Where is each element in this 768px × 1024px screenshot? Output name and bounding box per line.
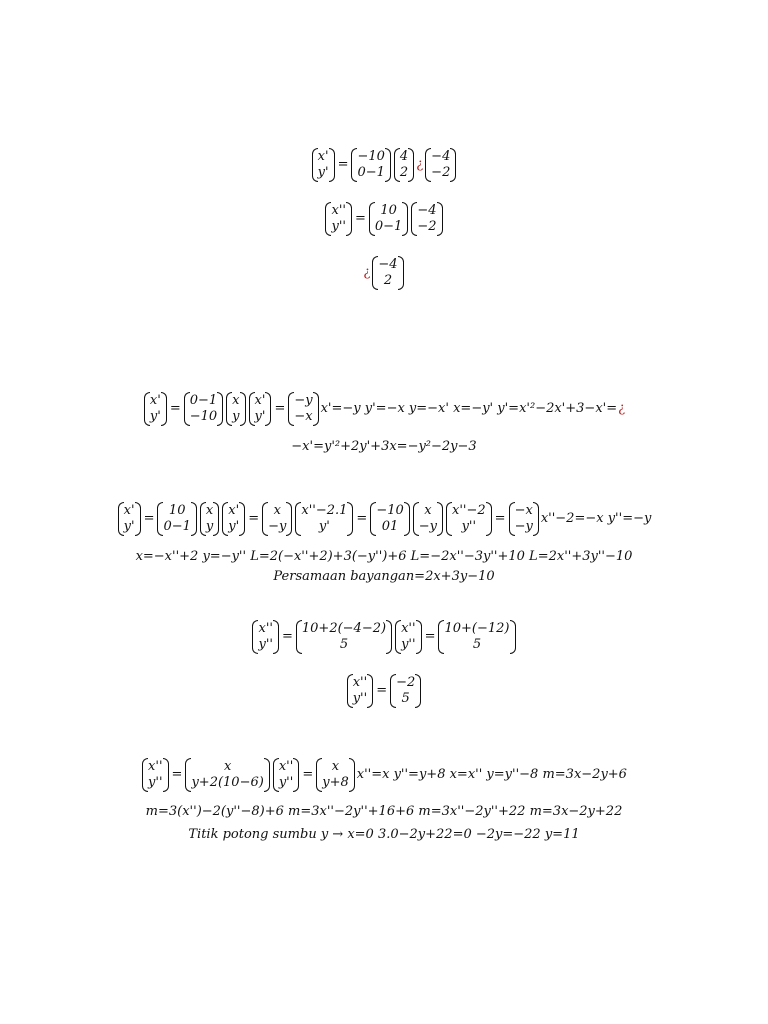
eq-block4-line2: x'' y'' = −2 5 bbox=[0, 674, 768, 708]
invalid-glyph: ¿ bbox=[416, 157, 424, 172]
matrix-result: −4 −2 bbox=[425, 148, 456, 182]
matrix-result: −4 2 bbox=[372, 256, 403, 290]
eq-block2-line1: x' y' = 0−1 −10 x y x' y' = −y −x x'=−y y'=−x y=−x' x=−y' y'=x'²−2x'+3−x'= ¿ bbox=[0, 392, 768, 426]
matrix-lhs: x' y' bbox=[312, 148, 335, 182]
matrix-lhs: x'' y'' bbox=[325, 202, 352, 236]
eq-rotation-point: x' y' = −10 0−1 4 2 ¿ −4 −2 bbox=[0, 148, 768, 182]
eq-block5-line2: m=3(x'')−2(y''−8)+6 m=3x''−2y''+16+6 m=3x''−2y''+22 m=3x−2y+22 bbox=[145, 804, 623, 819]
matrix-rotation: −10 0−1 bbox=[351, 148, 390, 182]
matrix-vector: −4 −2 bbox=[411, 202, 442, 236]
eq-block4-line1: x'' y'' = 10+2(−4−2) 5 x'' y'' = 10+(−12) 5 bbox=[0, 620, 768, 654]
invalid-glyph: ¿ bbox=[363, 265, 371, 280]
eq-block3-line2: x=−x''+2 y=−y'' L=2(−x''+2)+3(−y'')+6 L=−2x''−3y''+10 L=2x''+3y''−10 bbox=[135, 549, 633, 564]
matrix-point: 4 2 bbox=[394, 148, 414, 182]
invalid-glyph: ¿ bbox=[618, 401, 626, 416]
matrix-reflection: 10 0−1 bbox=[369, 202, 408, 236]
eq-reflection: x'' y'' = 10 0−1 −4 −2 bbox=[0, 202, 768, 236]
eq-block5-line3: Titik potong sumbu y → x=0 3.0−2y+22=0 −2y=−22 y=11 bbox=[188, 827, 580, 842]
eq-block2-line2: −x'=y'²+2y'+3x=−y²−2y−3 bbox=[291, 439, 477, 454]
eq-block3-line3: Persamaan bayangan=2x+3y−10 bbox=[273, 569, 495, 584]
eq-result bbox=[0, 256, 768, 290]
eq-block3-line1: x' y' = 10 0−1 x y x' y' = x −y x''−2.1 y' = −10 01 x −y x''−2 y'' = −x −y x''−2=−x y''=−y bbox=[0, 502, 768, 536]
eq-block5-line1: x'' y'' = x y+2(10−6) x'' y'' = x y+8 x''=x y''=y+8 x=x'' y=y''−8 m=3x−2y+6 bbox=[0, 758, 768, 792]
